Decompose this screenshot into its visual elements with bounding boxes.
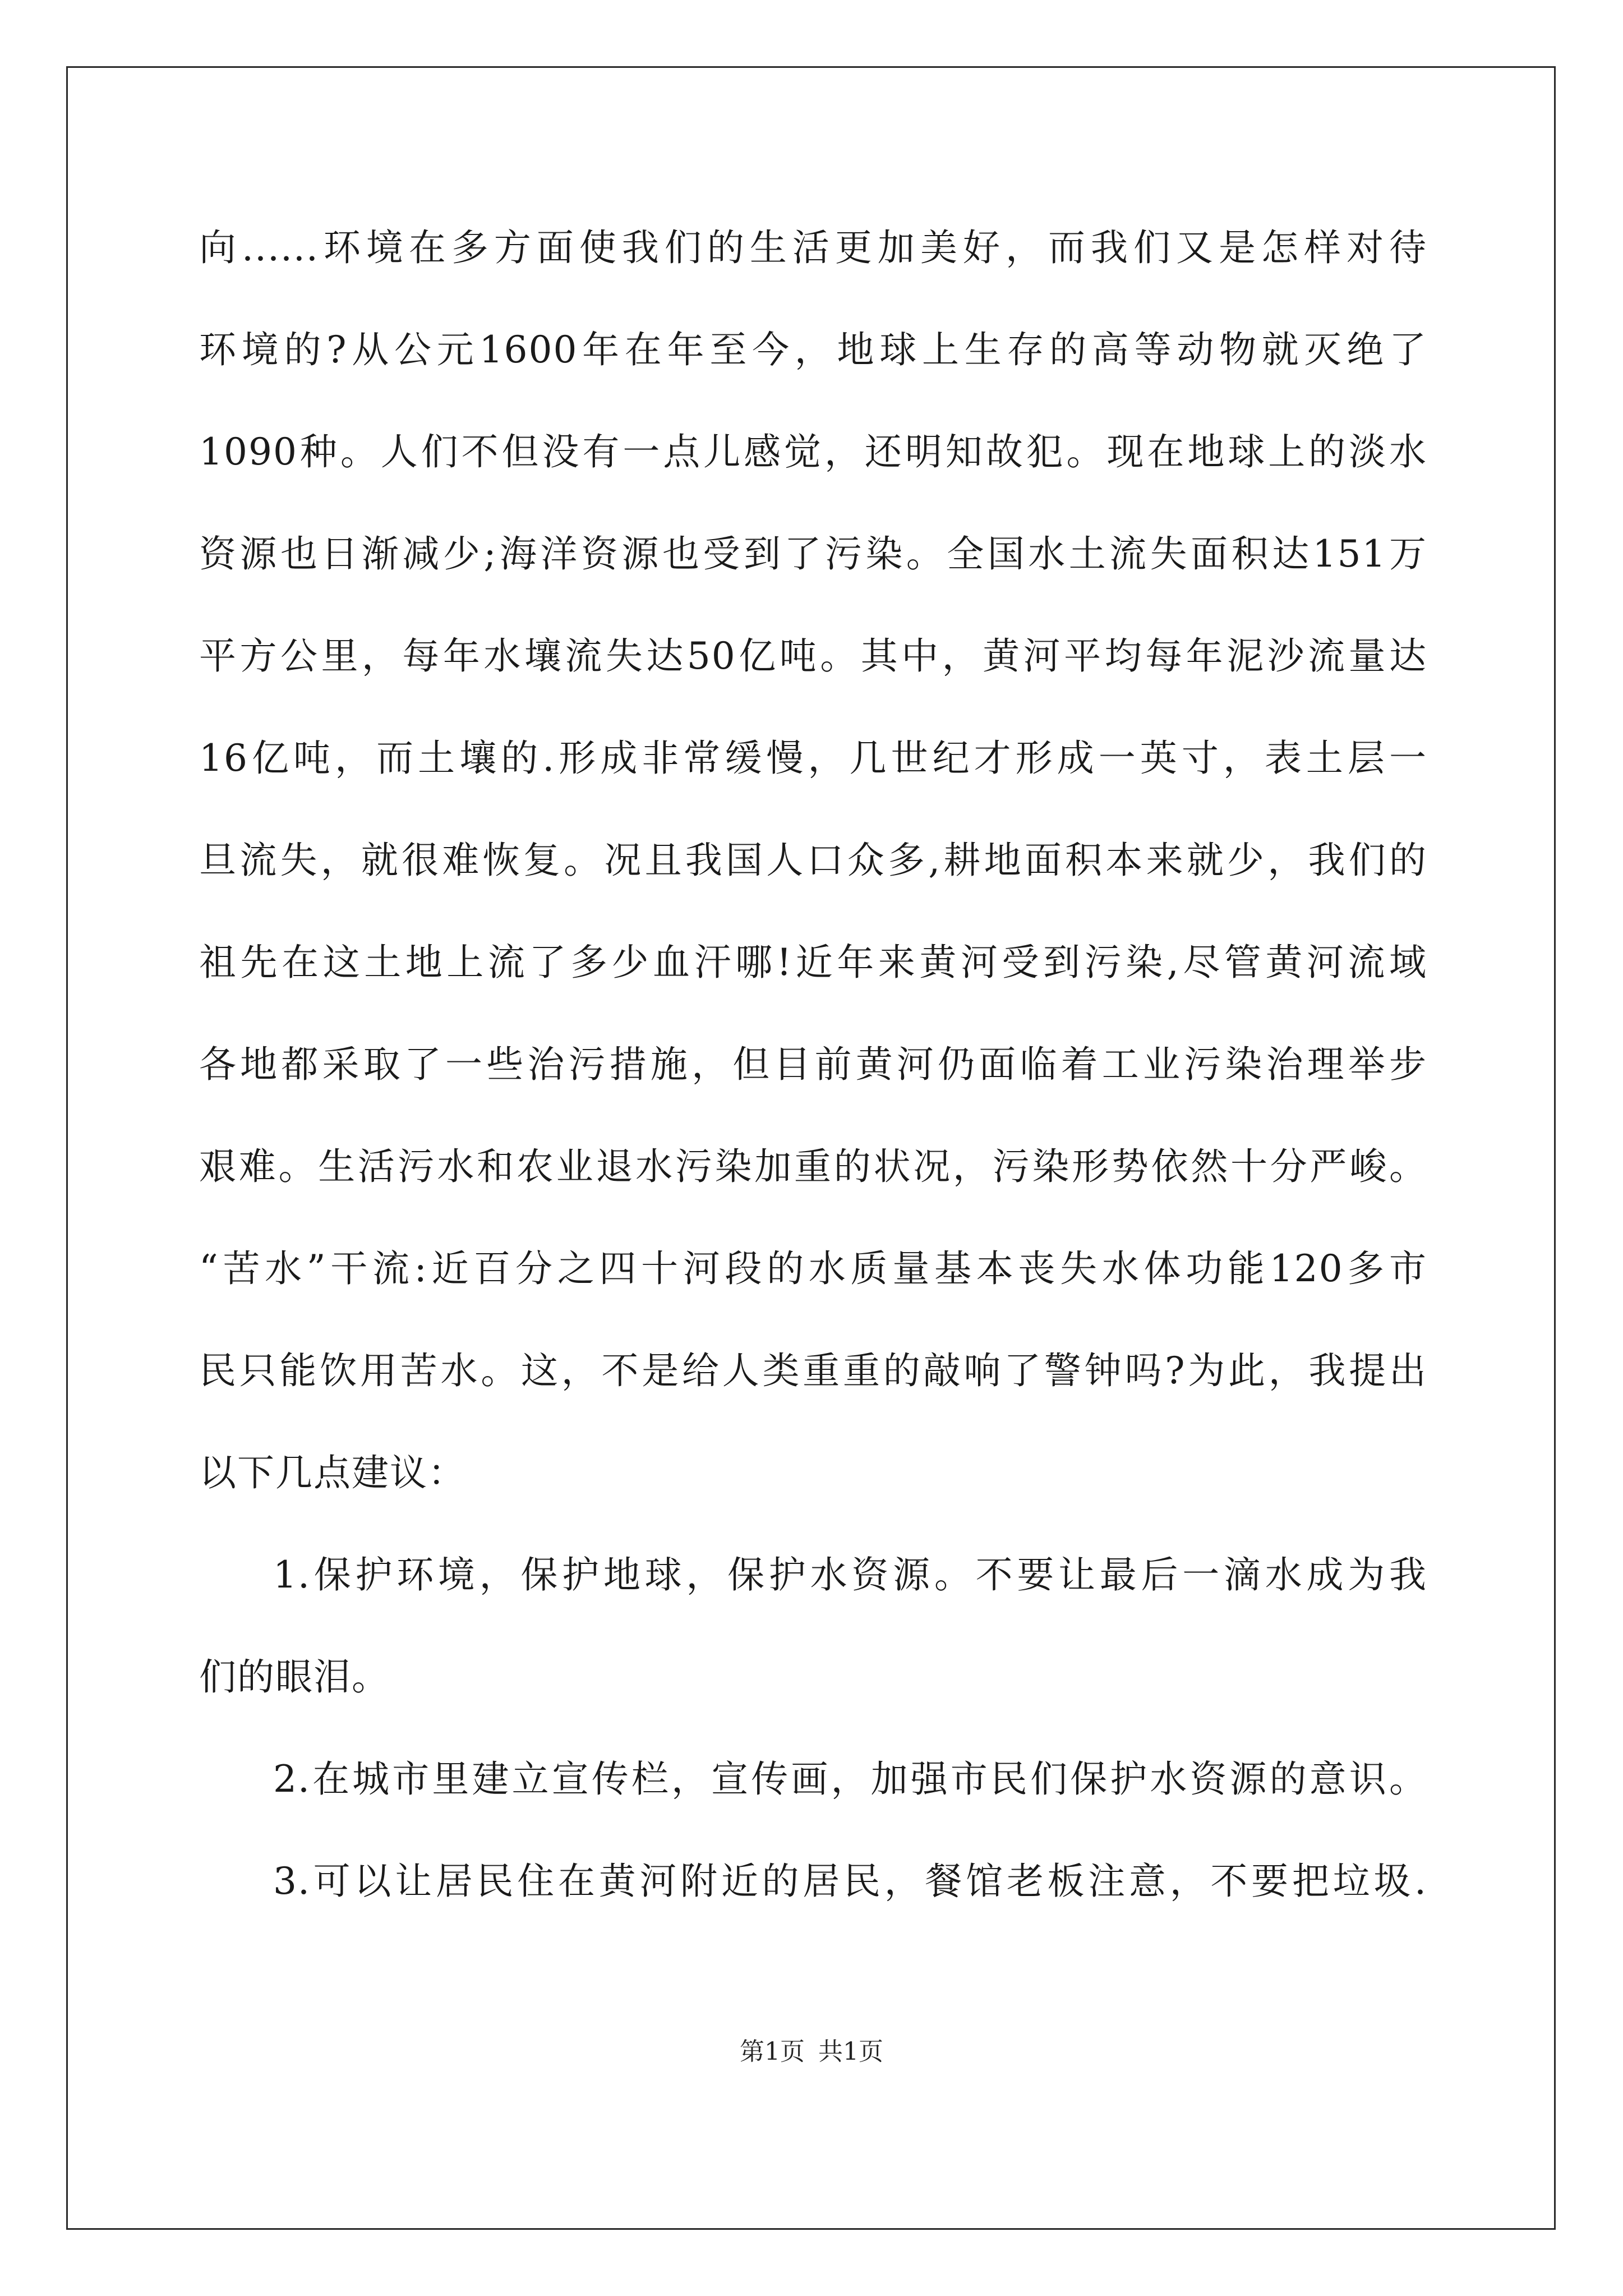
page-number-current: 第1页 [740, 2037, 805, 2066]
text-line: 艰难。生活污水和农业退水污染加重的状况，污染形势依然十分严峻。 [199, 1145, 1427, 1188]
text-line: 民只能饮用苦水。这，不是给人类重重的敲响了警钟吗?为此，我提出 [199, 1349, 1427, 1392]
text-line: 平方公里，每年水壤流失达50亿吨。其中，黄河平均每年泥沙流量达 [199, 634, 1427, 678]
text-line: 向......环境在多方面使我们的生活更加美好，而我们又是怎样对待 [199, 226, 1427, 269]
text-line: 旦流失，就很难恢复。况且我国人口众多,耕地面积本来就少，我们的 [199, 839, 1427, 882]
text-line: 资源也日渐减少;海洋资源也受到了污染。全国水土流失面积达151万 [199, 532, 1427, 576]
text-line: 环境的?从公元1600年在年至今，地球上生存的高等动物就灭绝了 [199, 328, 1427, 371]
text-line: 1090种。人们不但没有一点儿感觉，还明知故犯。现在地球上的淡水 [199, 430, 1427, 473]
text-line: 祖先在这土地上流了多少血汗哪!近年来黄河受到污染,尽管黄河流域 [199, 941, 1427, 984]
page-number-total: 共1页 [818, 2037, 883, 2066]
list-item-3: 3.可以让居民住在黄河附近的居民，餐馆老板注意，不要把垃圾. [273, 1860, 1427, 1903]
list-item-2: 2.在城市里建立宣传栏，宣传画，加强市民们保护水资源的意识。 [273, 1757, 1427, 1801]
page-footer [0, 2035, 1623, 2069]
text-line: 各地都采取了一些治污措施，但目前黄河仍面临着工业污染治理举步 [199, 1043, 1427, 1086]
list-item-1-line-2: 们的眼泪。 [199, 1655, 390, 1699]
text-line: 以下几点建议： [199, 1451, 466, 1494]
text-line: “苦水”干流:近百分之四十河段的水质量基本丧失水体功能120多市 [199, 1247, 1427, 1290]
list-item-1-line-1: 1.保护环境，保护地球，保护水资源。不要让最后一滴水成为我 [273, 1553, 1427, 1596]
text-line: 16亿吨，而土壤的.形成非常缓慢，几世纪才形成一英寸，表土层一 [199, 737, 1427, 780]
